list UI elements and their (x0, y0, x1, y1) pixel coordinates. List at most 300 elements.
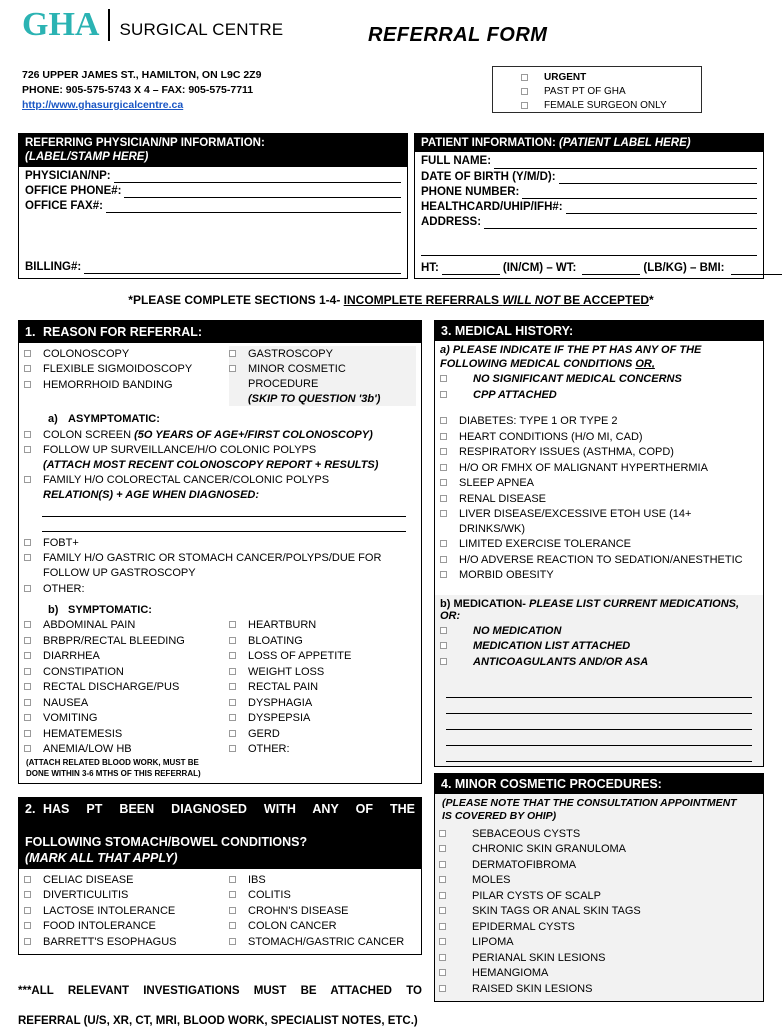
checkbox-icon[interactable] (24, 745, 31, 752)
priority-option-label: PAST PT OF GHA (544, 86, 626, 97)
notice-underline-italic: WILL NOT (502, 293, 560, 307)
checkbox-epidermal-cysts[interactable] (439, 919, 759, 935)
checkbox-icon[interactable] (24, 350, 31, 357)
checkbox-adverse-reaction-sedation[interactable] (440, 552, 758, 568)
field-label: HEALTHCARD/UHIP/IFH#: (421, 201, 563, 214)
checkbox-hematemesis[interactable] (24, 726, 229, 742)
checkbox-icon[interactable] (229, 714, 236, 721)
priority-options-box (492, 66, 702, 113)
footnote-line2: REFERRAL (U/S, XR, CT, MRI, BLOOD WORK, SPECIALIST NOTES, ETC.) (18, 1015, 418, 1027)
field-ht-wt-bmi[interactable] (421, 262, 757, 275)
item-label: FOLLOW UP SURVEILLANCE/H/O COLONIC POLYPS (43, 443, 316, 458)
checkbox-icon[interactable] (439, 845, 446, 852)
checkbox-celiac-disease[interactable] (24, 872, 229, 888)
checkbox-dermatofibroma[interactable] (439, 857, 759, 873)
medication-write-line-3[interactable] (446, 719, 752, 730)
gha-logo (22, 8, 283, 42)
checkbox-icon[interactable] (24, 668, 31, 675)
item-label: HEARTBURN (248, 618, 316, 633)
item-label: HEMORRHOID BANDING (43, 378, 173, 393)
fax-label: FAX: 905-575-7711 (162, 84, 254, 96)
field-billing[interactable] (25, 261, 401, 274)
checkbox-icon[interactable] (24, 730, 31, 737)
priority-option-urgent[interactable] (493, 70, 701, 84)
item-label: LACTOSE INTOLERANCE (43, 904, 175, 919)
item-label: BLOATING (248, 634, 303, 649)
ht-input-line[interactable] (442, 263, 500, 275)
item-label: NAUSEA (43, 696, 88, 711)
logo-text: GHA (22, 8, 99, 42)
medication-write-line-1[interactable] (446, 687, 752, 698)
checkbox-icon[interactable] (229, 637, 236, 644)
item-label: GERD (248, 727, 280, 742)
checkbox-rectal-discharge-pus[interactable] (24, 680, 229, 696)
checkbox-medication-list-attached[interactable] (440, 639, 758, 655)
checkbox-icon[interactable] (229, 365, 236, 372)
left-column (18, 320, 422, 955)
section-3-intro-line2: FOLLOWING MEDICAL CONDITIONS OR, (440, 357, 758, 371)
checkbox-heart-conditions[interactable] (440, 429, 758, 445)
checkbox-icon[interactable] (439, 892, 446, 899)
checkbox-icon[interactable] (24, 699, 31, 706)
checkbox-icon[interactable] (440, 540, 447, 547)
checkbox-limited-exercise-tolerance[interactable] (440, 537, 758, 553)
checkbox-icon[interactable] (440, 658, 447, 665)
conditions-grid (24, 872, 416, 950)
checkbox-dysphagia[interactable] (229, 695, 416, 711)
checkbox-skin-tags[interactable] (439, 904, 759, 920)
checkbox-icon[interactable] (229, 652, 236, 659)
checkbox-icon[interactable] (440, 433, 447, 440)
item-label: LOSS OF APPETITE (248, 649, 351, 664)
item-label: GASTROSCOPY (248, 347, 333, 362)
clinic-website-row (22, 98, 261, 113)
checkbox-family-ho-colorectal[interactable] (24, 473, 416, 489)
checkbox-icon[interactable] (229, 668, 236, 675)
item-label: RENAL DISEASE (459, 492, 546, 507)
field-full-name[interactable] (421, 155, 757, 168)
checkbox-diverticulitis[interactable] (24, 888, 229, 904)
item-label: DIVERTICULITIS (43, 888, 128, 903)
checkbox-cpp-attached[interactable] (440, 387, 758, 403)
item-label: FOBT+ (43, 536, 79, 551)
item-label: LIVER DISEASE/EXCESSIVE ETOH USE (14+ DRINKS/WK) (459, 507, 758, 536)
section-2-title-line2: FOLLOWING STOMACH/BOWEL CONDITIONS? (25, 834, 415, 850)
section-2-diagnosed-conditions (18, 797, 422, 955)
section-1-header (19, 321, 421, 343)
checkbox-icon[interactable] (24, 446, 31, 453)
subsection-a-title: ASYMPTOMATIC: (68, 413, 160, 425)
item-label: ABDOMINAL PAIN (43, 618, 135, 633)
checkbox-chronic-skin-granuloma[interactable] (439, 842, 759, 858)
item-label: OTHER: (43, 582, 85, 597)
item-label: CHRONIC SKIN GRANULOMA (472, 842, 626, 857)
medication-write-line-5[interactable] (446, 751, 752, 762)
section-2-body (19, 869, 421, 954)
logo-subtitle: SURGICAL CENTRE (119, 20, 283, 42)
field-office-fax[interactable] (25, 200, 401, 213)
item-label: PERIANAL SKIN LESIONS (472, 951, 605, 966)
checkbox-hemorrhoid-banding[interactable] (24, 377, 229, 393)
checkbox-icon[interactable] (440, 448, 447, 455)
medication-write-line-2[interactable] (446, 703, 752, 714)
relation-write-line-1[interactable] (42, 506, 406, 517)
checkbox-lipoma[interactable] (439, 935, 759, 951)
notice-underline2: BE ACCEPTED (560, 293, 649, 307)
checkbox-colonoscopy[interactable] (24, 346, 229, 362)
field-input-line[interactable] (106, 201, 401, 213)
checkbox-colitis[interactable] (229, 888, 416, 904)
checkbox-other-asymptomatic[interactable] (24, 581, 416, 597)
spacer (440, 403, 758, 414)
checkbox-liver-disease[interactable] (440, 507, 758, 537)
checkbox-icon[interactable] (439, 954, 446, 961)
checkbox-icon[interactable] (229, 621, 236, 628)
checkbox-constipation[interactable] (24, 664, 229, 680)
item-label: WEIGHT LOSS (248, 665, 324, 680)
checkbox-icon[interactable] (24, 891, 31, 898)
item-label: BARRETT'S ESOPHAGUS (43, 935, 177, 950)
item-label: H/O ADVERSE REACTION TO SEDATION/ANESTHETIC (459, 553, 743, 568)
wt-unit-label: (LB/KG) – BMI: (643, 262, 724, 275)
checkbox-diarrhea[interactable] (24, 649, 229, 665)
checkbox-lactose-intolerance[interactable] (24, 903, 229, 919)
checkbox-abdominal-pain[interactable] (24, 618, 229, 634)
item-label: DYSPHAGIA (248, 696, 312, 711)
field-input-line[interactable] (566, 202, 757, 214)
section-4-minor-cosmetic-procedures (434, 773, 764, 1002)
checkbox-icon[interactable] (439, 923, 446, 930)
item-label: DYSPEPSIA (248, 711, 310, 726)
item-label: RECTAL PAIN (248, 680, 318, 695)
field-input-line[interactable] (114, 171, 401, 183)
checkbox-icon[interactable] (439, 938, 446, 945)
checkbox-icon[interactable] (229, 891, 236, 898)
gastroscopy-continuation: FOLLOW UP GASTROSCOPY (24, 566, 416, 581)
physician-box-header (19, 134, 407, 167)
item-label: MINOR COSMETIC (248, 362, 346, 377)
item-label: IBS (248, 873, 266, 888)
field-phone-number[interactable] (421, 186, 757, 199)
right-column (434, 320, 764, 1002)
field-label: PHONE NUMBER: (421, 186, 519, 199)
checkbox-icon[interactable] (24, 938, 31, 945)
checkbox-gastroscopy[interactable] (229, 346, 416, 362)
checkbox-respiratory-issues[interactable] (440, 445, 758, 461)
ht-label: HT: (421, 262, 439, 275)
field-input-line[interactable] (84, 262, 401, 274)
checkbox-colon-screen[interactable] (24, 427, 416, 443)
field-office-phone[interactable] (25, 185, 401, 198)
minor-cosmetic-skip-note: (SKIP TO QUESTION '3b') (229, 392, 416, 407)
item-label: HEART CONDITIONS (H/O MI, CAD) (459, 430, 643, 445)
field-healthcard[interactable] (421, 201, 757, 214)
section-3-header: 3. MEDICAL HISTORY: (435, 321, 763, 341)
field-input-line[interactable] (484, 217, 757, 229)
checkbox-icon[interactable] (24, 652, 31, 659)
physician-box-subtitle: (LABEL/STAMP HERE) (25, 150, 403, 164)
phone-label: PHONE: 905-575-5743 X 4 – (22, 84, 162, 96)
item-label: CPP ATTACHED (473, 388, 557, 403)
checkbox-morbid-obesity[interactable] (440, 568, 758, 584)
checkbox-bloating[interactable] (229, 633, 416, 649)
wt-input-line[interactable] (582, 263, 640, 275)
priority-option-female-surgeon[interactable] (493, 98, 701, 112)
spacer (440, 670, 758, 682)
checkbox-colon-cancer[interactable] (229, 919, 416, 935)
checkbox-hemangioma[interactable] (439, 966, 759, 982)
field-address[interactable] (421, 216, 757, 229)
checkbox-icon[interactable] (439, 861, 446, 868)
checkbox-icon[interactable] (440, 571, 447, 578)
checkbox-rectal-pain[interactable] (229, 680, 416, 696)
checkbox-icon[interactable] (439, 985, 446, 992)
checkbox-icon[interactable] (439, 830, 446, 837)
item-label: RECTAL DISCHARGE/PUS (43, 680, 179, 695)
checkbox-icon[interactable] (440, 627, 447, 634)
subsection-b-letter: b) (48, 604, 68, 616)
checkbox-icon[interactable] (24, 585, 31, 592)
checkbox-icon[interactable] (229, 730, 236, 737)
medication-subsection (435, 595, 763, 766)
checkbox-minor-cosmetic-procedure[interactable] (229, 362, 416, 378)
section-3-body (435, 341, 763, 595)
priority-option-past-pt[interactable] (493, 84, 701, 98)
checkbox-icon[interactable] (24, 922, 31, 929)
bmi-input-line[interactable] (731, 263, 782, 275)
checkbox-icon[interactable] (24, 637, 31, 644)
complete-sections-notice (0, 293, 782, 307)
item-label: EPIDERMAL CYSTS (472, 920, 575, 935)
field-input-line[interactable] (494, 157, 757, 169)
checkbox-icon[interactable] (229, 907, 236, 914)
checkbox-nausea[interactable] (24, 695, 229, 711)
clinic-address: 726 UPPER JAMES ST., HAMILTON, ON L9C 2Z9 (22, 68, 261, 83)
clinic-phone-fax (22, 83, 261, 98)
blood-work-note-line2: DONE WITHIN 3-6 MTHS OF THIS REFERRAL) (24, 769, 229, 779)
checkbox-no-significant-medical-concerns[interactable] (440, 372, 758, 388)
website-link[interactable]: http://www.ghasurgicalcentre.ca (22, 99, 183, 111)
checkbox-follow-up-surveillance[interactable] (24, 443, 416, 459)
patient-box-body (415, 152, 763, 229)
primary-procedures-right (229, 346, 416, 406)
checkbox-icon[interactable] (24, 621, 31, 628)
checkbox-heartburn[interactable] (229, 618, 416, 634)
field-label: DATE OF BIRTH (Y/M/D): (421, 171, 556, 184)
checkbox-icon[interactable] (24, 554, 31, 561)
checkbox-icon[interactable] (229, 876, 236, 883)
checkbox-raised-skin-lesions[interactable] (439, 981, 759, 997)
patient-box-title: PATIENT INFORMATION: (421, 137, 556, 149)
section-1-reason-for-referral (18, 320, 422, 784)
physician-box-title: REFERRING PHYSICIAN/NP INFORMATION: (25, 136, 403, 150)
field-physician-np[interactable] (25, 170, 401, 183)
item-label: MEDICATION LIST ATTACHED (473, 639, 630, 654)
section-4-body (435, 794, 763, 1001)
section-1-number: 1. (25, 324, 43, 340)
item-label: MORBID OBESITY (459, 568, 554, 583)
checkbox-icon[interactable] (439, 876, 446, 883)
checkbox-icon[interactable] (440, 642, 447, 649)
checkbox-icon[interactable] (24, 381, 31, 388)
footnote-line1: ***ALL RELEVANT INVESTIGATIONS MUST BE ATTACHED TO (18, 984, 422, 1014)
page-title: REFERRAL FORM (368, 24, 547, 47)
ht-unit-label: (IN/CM) – WT: (503, 262, 576, 275)
item-label: FAMILY H/O GASTRIC OR STOMACH CANCER/POLYPS/DUE FOR (43, 551, 381, 566)
checkbox-food-intolerance[interactable] (24, 919, 229, 935)
information-boxes (18, 133, 764, 279)
checkbox-icon[interactable] (440, 495, 447, 502)
notice-part1: *PLEASE COMPLETE SECTIONS 1-4- (128, 293, 343, 307)
field-label: FULL NAME: (421, 155, 491, 168)
checkbox-icon[interactable] (229, 922, 236, 929)
checkbox-icon[interactable] (521, 102, 528, 109)
checkbox-renal-disease[interactable] (440, 491, 758, 507)
checkbox-icon[interactable] (439, 907, 446, 914)
address-second-line[interactable] (421, 246, 757, 256)
field-label: ADDRESS: (421, 216, 481, 229)
investigations-footnote (18, 984, 422, 1029)
checkbox-icon[interactable] (229, 350, 236, 357)
item-label: CROHN'S DISEASE (248, 904, 349, 919)
subsection-a-letter: a) (48, 413, 68, 425)
referring-physician-box (18, 133, 408, 279)
checkbox-icon[interactable] (24, 714, 31, 721)
checkbox-icon[interactable] (440, 375, 447, 382)
checkbox-anticoagulants-asa[interactable] (440, 654, 758, 670)
checkbox-malignant-hyperthermia[interactable] (440, 460, 758, 476)
item-label: PILAR CYSTS OF SCALP (472, 889, 601, 904)
checkbox-icon[interactable] (24, 683, 31, 690)
checkbox-sebaceous-cysts[interactable] (439, 826, 759, 842)
checkbox-icon[interactable] (521, 88, 528, 95)
checkbox-icon[interactable] (440, 556, 447, 563)
field-input-line[interactable] (559, 172, 757, 184)
checkbox-icon[interactable] (24, 365, 31, 372)
item-label: MOLES (472, 873, 511, 888)
conditions-left-column (24, 872, 229, 950)
field-ht-wt-bmi-wrap (421, 260, 757, 275)
checkbox-sleep-apnea[interactable] (440, 476, 758, 492)
field-label: OFFICE PHONE#: (25, 185, 121, 198)
notice-end: * (649, 293, 654, 307)
notice-underline1: INCOMPLETE REFERRALS (344, 293, 503, 307)
checkbox-crohns-disease[interactable] (229, 903, 416, 919)
item-label: DIARRHEA (43, 649, 100, 664)
section-1-title: REASON FOR REFERRAL: (43, 325, 202, 339)
medication-write-line-4[interactable] (446, 735, 752, 746)
checkbox-fobt-positive[interactable] (24, 535, 416, 551)
checkbox-loss-of-appetite[interactable] (229, 649, 416, 665)
checkbox-icon[interactable] (440, 391, 447, 398)
spacer (440, 583, 758, 595)
checkbox-pilar-cysts-of-scalp[interactable] (439, 888, 759, 904)
item-label: FOOD INTOLERANCE (43, 919, 156, 934)
checkbox-icon[interactable] (24, 431, 31, 438)
item-label: COLON CANCER (248, 919, 337, 934)
relation-write-line-2[interactable] (42, 521, 406, 532)
checkbox-barretts-esophagus[interactable] (24, 934, 229, 950)
checkbox-icon[interactable] (24, 476, 31, 483)
item-label: DIABETES: TYPE 1 OR TYPE 2 (459, 414, 618, 429)
item-label: RESPIRATORY ISSUES (ASTHMA, COPD) (459, 445, 674, 460)
checkbox-stomach-gastric-cancer[interactable] (229, 934, 416, 950)
checkbox-family-ho-gastric[interactable] (24, 551, 416, 567)
attach-colonoscopy-report-note: (ATTACH MOST RECENT COLONOSCOPY REPORT + RESULTS) (24, 458, 416, 472)
checkbox-gerd[interactable] (229, 726, 416, 742)
section-2-title-line3: (MARK ALL THAT APPLY) (25, 850, 415, 866)
item-label: COLON SCREEN (5O YEARS OF AGE+/FIRST COLONOSCOPY) (43, 428, 373, 443)
minor-cosmetic-continuation: PROCEDURE (229, 377, 416, 392)
subsection-a-label (24, 406, 416, 427)
checkbox-icon[interactable] (521, 74, 528, 81)
ohip-note (439, 796, 759, 826)
field-date-of-birth[interactable] (421, 171, 757, 184)
checkbox-brbpr-rectal-bleeding[interactable] (24, 633, 229, 649)
checkbox-anemia-low-hb[interactable] (24, 742, 229, 758)
checkbox-weight-loss[interactable] (229, 664, 416, 680)
checkbox-icon[interactable] (229, 683, 236, 690)
checkbox-icon[interactable] (440, 464, 447, 471)
checkbox-diabetes[interactable] (440, 414, 758, 430)
ohip-note-line1: (PLEASE NOTE THAT THE CONSULTATION APPOINTMENT (442, 797, 757, 811)
checkbox-flexible-sigmoidoscopy[interactable] (24, 362, 229, 378)
item-label: H/O OR FMHX OF MALIGNANT HYPERTHERMIA (459, 461, 708, 476)
checkbox-moles[interactable] (439, 873, 759, 889)
checkbox-perianal-skin-lesions[interactable] (439, 950, 759, 966)
checkbox-icon[interactable] (440, 479, 447, 486)
item-label: ANEMIA/LOW HB (43, 742, 132, 757)
conditions-right-column (229, 872, 416, 950)
checkbox-icon[interactable] (24, 907, 31, 914)
item-label: BRBPR/RECTAL BLEEDING (43, 634, 185, 649)
item-label: CELIAC DISEASE (43, 873, 133, 888)
symptoms-left-column (24, 618, 229, 780)
checkbox-icon[interactable] (24, 539, 31, 546)
primary-procedures (24, 346, 416, 406)
section-3-medical-history (434, 320, 764, 767)
page-header (0, 0, 782, 130)
item-label: FLEXIBLE SIGMOIDOSCOPY (43, 362, 192, 377)
item-label: NO MEDICATION (473, 624, 561, 639)
checkbox-icon[interactable] (229, 699, 236, 706)
checkbox-icon[interactable] (229, 938, 236, 945)
field-input-line[interactable] (124, 186, 401, 198)
item-label: HEMANGIOMA (472, 966, 548, 981)
clinic-contact-block (22, 68, 261, 113)
field-input-line[interactable] (522, 187, 757, 199)
field-label: BILLING#: (25, 261, 81, 274)
checkbox-icon[interactable] (229, 745, 236, 752)
checkbox-dyspepsia[interactable] (229, 711, 416, 727)
section-1-body (19, 343, 421, 783)
checkbox-icon[interactable] (24, 876, 31, 883)
checkbox-other-symptomatic[interactable] (229, 742, 416, 758)
logo-divider (108, 9, 110, 41)
checkbox-icon[interactable] (439, 969, 446, 976)
subsection-b-label (24, 597, 416, 618)
blood-work-note-line1: (ATTACH RELATED BLOOD WORK, MUST BE (24, 758, 229, 768)
checkbox-no-medication[interactable] (440, 623, 758, 639)
checkbox-icon[interactable] (440, 510, 447, 517)
checkbox-icon[interactable] (440, 417, 447, 424)
checkbox-ibs[interactable] (229, 872, 416, 888)
item-label: OTHER: (248, 742, 290, 757)
item-label: ANTICOAGULANTS AND/OR ASA (473, 655, 648, 670)
item-label: SLEEP APNEA (459, 476, 534, 491)
checkbox-vomiting[interactable] (24, 711, 229, 727)
item-label: COLONOSCOPY (43, 347, 129, 362)
